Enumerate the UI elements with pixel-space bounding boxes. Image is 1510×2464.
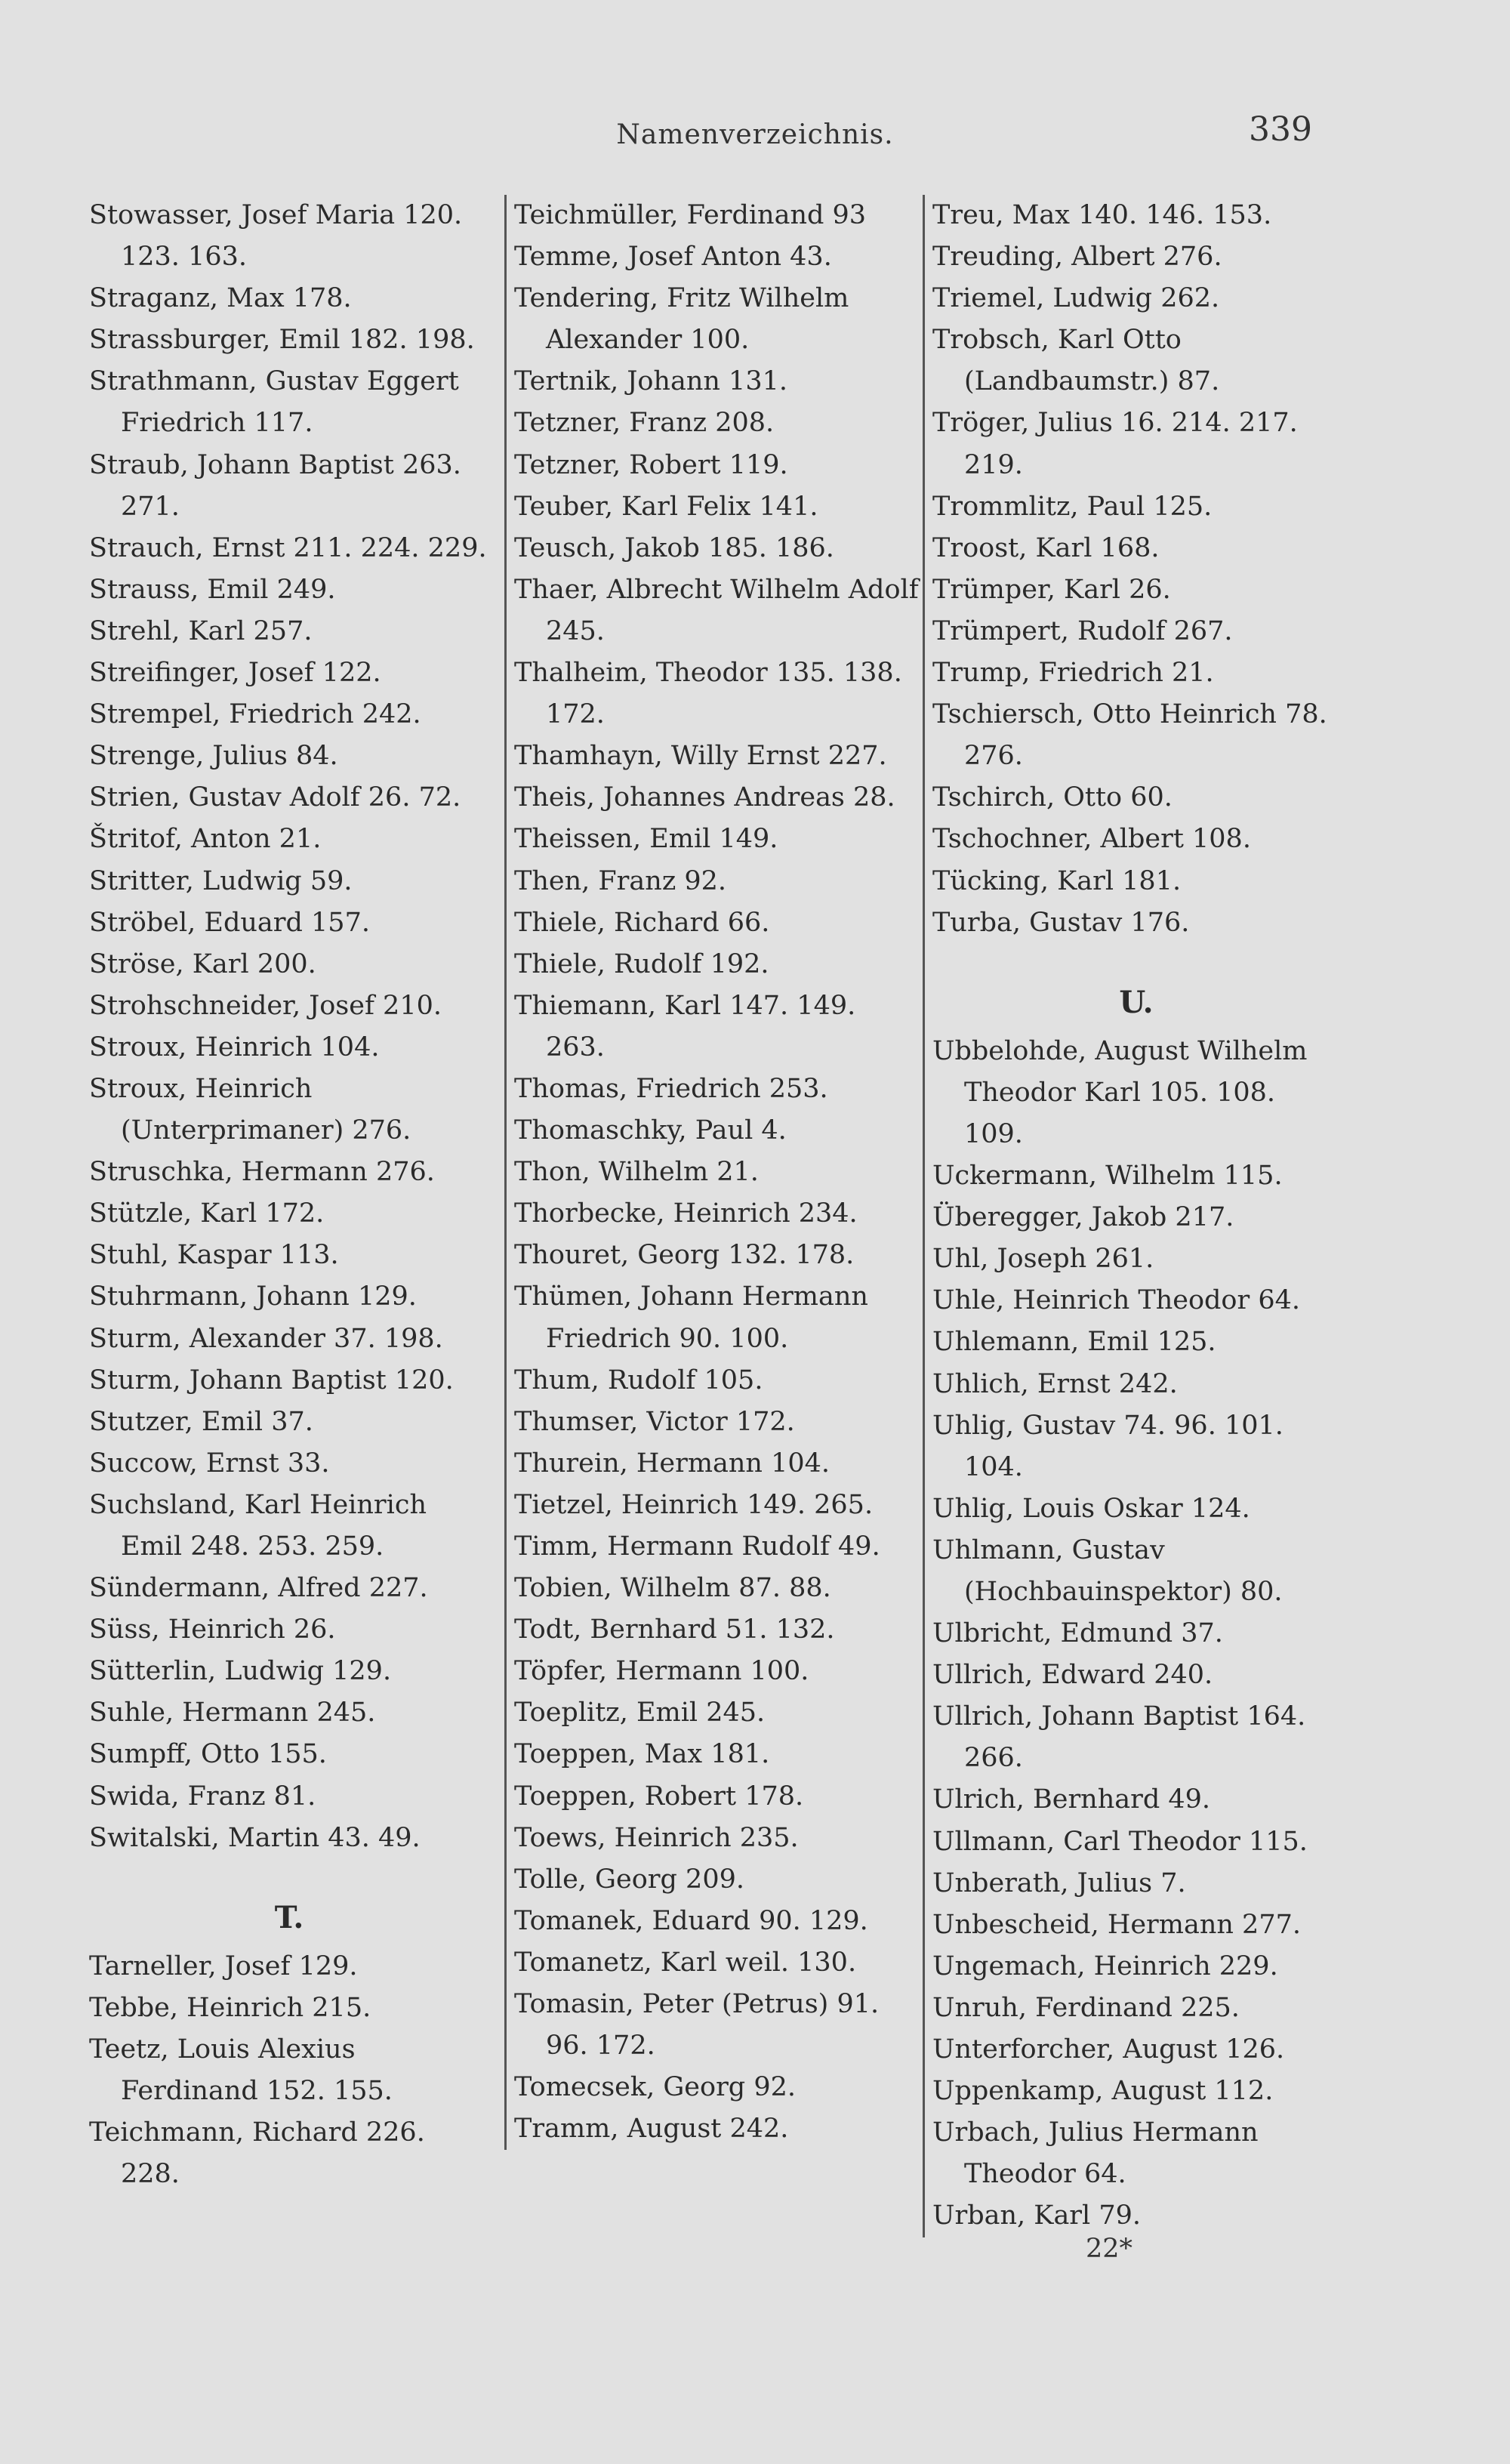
- index-entry: Strehl, Karl 257.: [89, 615, 313, 646]
- index-entry: Streifinger, Josef 122.: [89, 658, 381, 689]
- index-entry: Treuding, Albert 276.: [932, 242, 1222, 273]
- index-entry: Teuber, Karl Felix 141.: [514, 491, 818, 522]
- index-entry: Todt, Bernhard 51. 132.: [514, 1614, 835, 1645]
- index-entry: Suhle, Hermann 245.: [89, 1698, 376, 1729]
- index-entry: Toeppen, Robert 178.: [514, 1781, 804, 1812]
- index-entry: Then, Franz 92.: [514, 865, 727, 896]
- index-entry: Thomas, Friedrich 253.: [514, 1073, 828, 1104]
- index-entry: Teetz, Louis Alexius Ferdinand 152. 155.: [89, 2034, 393, 2107]
- index-entry: Tramm, August 242.: [514, 2114, 789, 2145]
- index-entry: Teichmann, Richard 226. 228.: [89, 2117, 425, 2190]
- index-entry: Thum, Rudolf 105.: [514, 1365, 763, 1395]
- index-entry: Unruh, Ferdinand 225.: [932, 1992, 1240, 2023]
- index-entry: Ullrich, Edward 240.: [932, 1660, 1213, 1691]
- index-entry: Ubbelohde, August Wilhelm Theodor Karl 105. 108. 109.: [932, 1035, 1308, 1149]
- index-entry: Ullmann, Carl Theodor 115.: [932, 1826, 1308, 1857]
- section-gap: [89, 1859, 489, 1880]
- running-title: Namenverzeichnis.: [616, 119, 894, 150]
- index-entry: Strauch, Ernst 211. 224. 229.: [89, 532, 487, 563]
- index-entry: Theissen, Emil 149.: [514, 824, 778, 855]
- index-entry: Strauss, Emil 249.: [89, 574, 336, 605]
- index-entry: Ullrich, Johann Baptist 164. 266.: [932, 1701, 1306, 1774]
- index-entry: Uhlig, Gustav 74. 96. 101. 104.: [932, 1410, 1284, 1482]
- index-entry: Succow, Ernst 33.: [89, 1448, 330, 1479]
- index-entry: Ulbricht, Edmund 37.: [932, 1618, 1223, 1649]
- index-entry: Troost, Karl 168.: [932, 532, 1160, 563]
- index-entry: Tomasin, Peter (Petrus) 91. 96. 172.: [514, 1989, 880, 2062]
- index-entry: Theis, Johannes Andreas 28.: [514, 782, 895, 813]
- index-entry: Trümpert, Rudolf 267.: [932, 615, 1233, 646]
- index-entry: Ströse, Karl 200.: [89, 948, 316, 979]
- index-entry: Uhl, Joseph 261.: [932, 1244, 1154, 1275]
- index-entry: Straganz, Max 178.: [89, 283, 352, 314]
- index-entry: Ströbel, Eduard 157.: [89, 907, 370, 938]
- index-entry: Sumpff, Otto 155.: [89, 1739, 327, 1770]
- index-entry: Überegger, Jakob 217.: [932, 1202, 1234, 1233]
- index-entry: Swida, Franz 81.: [89, 1781, 316, 1812]
- index-entry: Thalheim, Theodor 135. 138. 172.: [514, 658, 902, 730]
- index-entry: Stowasser, Josef Maria 120. 123. 163.: [89, 200, 463, 273]
- index-entry: Thouret, Georg 132. 178.: [514, 1240, 855, 1271]
- index-entry: Strathmann, Gustav Eggert Friedrich 117.: [89, 366, 459, 439]
- section-gap: [932, 944, 1340, 965]
- index-entry: Thomaschky, Paul 4.: [514, 1115, 787, 1146]
- index-entry: Tetzner, Robert 119.: [514, 449, 788, 480]
- index-entry: Uhle, Heinrich Theodor 64.: [932, 1285, 1301, 1316]
- index-entry: Süss, Heinrich 26.: [89, 1614, 336, 1645]
- index-column-2: [504, 195, 922, 2150]
- index-entry: Thümen, Johann Hermann Friedrich 90. 100.: [514, 1281, 868, 1354]
- index-entry: Trobsch, Karl Otto (Landbaumstr.) 87.: [932, 325, 1220, 397]
- index-entry: Teichmüller, Ferdinand 93: [514, 200, 867, 230]
- index-entry: Ulrich, Bernhard 49.: [932, 1784, 1211, 1815]
- index-entry: Tendering, Fritz Wilhelm Alexander 100.: [514, 283, 849, 356]
- index-entry: Stutzer, Emil 37.: [89, 1406, 313, 1437]
- index-entry: Treu, Max 140. 146. 153.: [932, 200, 1272, 230]
- index-entry: Stuhrmann, Johann 129.: [89, 1281, 417, 1312]
- signature-mark: 22*: [1086, 2234, 1133, 2264]
- index-entry: Strempel, Friedrich 242.: [89, 699, 421, 730]
- index-entry: Struschka, Hermann 276.: [89, 1157, 435, 1188]
- index-entry: Stützle, Karl 172.: [89, 1198, 325, 1229]
- index-entry: Straub, Johann Baptist 263. 271.: [89, 449, 461, 522]
- index-entry: Thiele, Richard 66.: [514, 907, 770, 938]
- index-entry: Uhlig, Louis Oskar 124.: [932, 1493, 1250, 1524]
- index-entry: Temme, Josef Anton 43.: [514, 242, 832, 273]
- index-entry: Töpfer, Hermann 100.: [514, 1656, 809, 1687]
- index-entry: Thon, Wilhelm 21.: [514, 1157, 759, 1188]
- index-entry: Teusch, Jakob 185. 186.: [514, 532, 834, 563]
- index-entry: Tschirch, Otto 60.: [932, 782, 1173, 813]
- index-entry: Strassburger, Emil 182. 198.: [89, 325, 475, 356]
- index-entry: Strien, Gustav Adolf 26. 72.: [89, 782, 461, 813]
- index-entry: Sündermann, Alfred 227.: [89, 1573, 428, 1604]
- index-entry: Thaer, Albrecht Wilhelm Adolf 245.: [514, 574, 919, 646]
- index-entry: Tröger, Julius 16. 214. 217. 219.: [932, 408, 1298, 480]
- index-entry: Turba, Gustav 176.: [932, 907, 1190, 938]
- index-entry: Štritof, Anton 21.: [89, 824, 322, 855]
- index-entry: Toews, Heinrich 235.: [514, 1822, 799, 1853]
- index-entry: Tomanetz, Karl weil. 130.: [514, 1947, 857, 1978]
- index-entry: Tomecsek, Georg 92.: [514, 2072, 797, 2103]
- index-entry: Tobien, Wilhelm 87. 88.: [514, 1573, 831, 1604]
- index-entry: Unberath, Julius 7.: [932, 1867, 1186, 1898]
- index-entry: Strenge, Julius 84.: [89, 741, 338, 772]
- index-entry: Tetzner, Franz 208.: [514, 408, 775, 439]
- index-entry: Strohschneider, Josef 210.: [89, 990, 442, 1021]
- index-entry: Tomanek, Eduard 90. 129.: [514, 1905, 868, 1936]
- index-column-1: [89, 195, 489, 2195]
- index-entry: Uhlich, Ernst 242.: [932, 1368, 1178, 1399]
- index-entry: Uhlmann, Gustav (Hochbauinspektor) 80.: [932, 1534, 1283, 1607]
- page-number: 339: [1249, 110, 1312, 149]
- index-entry: Tücking, Karl 181.: [932, 865, 1182, 896]
- index-entry: Tschochner, Albert 108.: [932, 824, 1251, 855]
- index-entry: Toeplitz, Emil 245.: [514, 1698, 766, 1729]
- index-entry: Uckermann, Wilhelm 115.: [932, 1161, 1283, 1192]
- index-entry: Thiemann, Karl 147. 149. 263.: [514, 990, 856, 1062]
- index-entry: Tarneller, Josef 129.: [89, 1951, 358, 1981]
- index-entry: Trümper, Karl 26.: [932, 574, 1171, 605]
- index-column-3: [923, 195, 1340, 2237]
- index-entry: Timm, Hermann Rudolf 49.: [514, 1531, 880, 1562]
- index-entry: Unbescheid, Hermann 277.: [932, 1909, 1301, 1940]
- index-entry: Thurein, Hermann 104.: [514, 1448, 830, 1479]
- index-entry: Tebbe, Heinrich 215.: [89, 1992, 371, 2023]
- index-entry: Urbach, Julius Hermann Theodor 64.: [932, 2117, 1259, 2190]
- index-entry: Thamhayn, Willy Ernst 227.: [514, 741, 887, 772]
- index-entry: Tietzel, Heinrich 149. 265.: [514, 1489, 874, 1520]
- index-entry: Unterforcher, August 126.: [932, 2034, 1285, 2065]
- index-entry: Stritter, Ludwig 59.: [89, 865, 353, 896]
- index-entry: Uhlemann, Emil 125.: [932, 1327, 1216, 1358]
- index-entry: Switalski, Martin 43. 49.: [89, 1822, 421, 1853]
- index-entry: Trommlitz, Paul 125.: [932, 491, 1213, 522]
- index-entry: Stuhl, Kaspar 113.: [89, 1240, 339, 1271]
- index-entry: Sturm, Johann Baptist 120.: [89, 1365, 454, 1395]
- index-entry: Urban, Karl 79.: [932, 2200, 1142, 2231]
- index-entry: Tschiersch, Otto Heinrich 78. 276.: [932, 699, 1327, 772]
- index-entry: Thumser, Victor 172.: [514, 1406, 795, 1437]
- index-entry: Sturm, Alexander 37. 198.: [89, 1323, 443, 1354]
- index-entry: Triemel, Ludwig 262.: [932, 283, 1220, 314]
- index-entry: Thorbecke, Heinrich 234.: [514, 1198, 858, 1229]
- section-letter-heading: T.: [274, 1899, 304, 1935]
- index-entry: Tertnik, Johann 131.: [514, 366, 787, 397]
- index-entry: Stroux, Heinrich 104.: [89, 1032, 380, 1062]
- index-entry: Trump, Friedrich 21.: [932, 658, 1214, 689]
- index-entry: Uppenkamp, August 112.: [932, 2076, 1274, 2107]
- index-entry: Ungemach, Heinrich 229.: [932, 1951, 1278, 1981]
- index-entry: Thiele, Rudolf 192.: [514, 948, 769, 979]
- section-letter-heading: U.: [1119, 984, 1154, 1020]
- index-entry: Toeppen, Max 181.: [514, 1739, 770, 1770]
- index-entry: Stroux, Heinrich (Unterprimaner) 276.: [89, 1073, 411, 1146]
- index-entry: Tolle, Georg 209.: [514, 1864, 744, 1895]
- index-entry: Suchsland, Karl Heinrich Emil 248. 253. 259.: [89, 1489, 427, 1562]
- index-entry: Sütterlin, Ludwig 129.: [89, 1656, 392, 1687]
